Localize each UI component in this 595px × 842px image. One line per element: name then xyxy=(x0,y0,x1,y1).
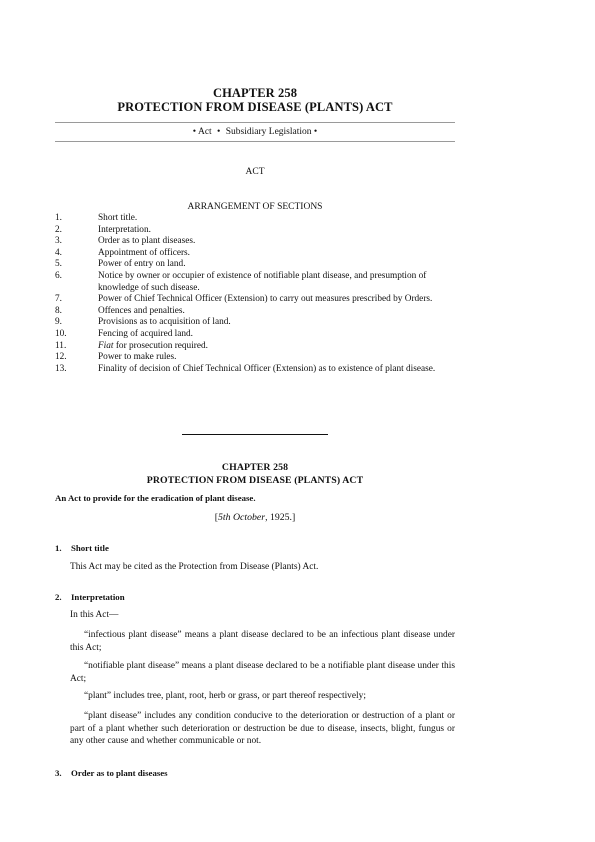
section-1-text: This Act may be cited as the Protection from Disease (Plants) Act. xyxy=(70,562,319,572)
section-title: Short title xyxy=(71,543,109,553)
toc-item-link[interactable] xyxy=(98,259,186,269)
toc-item-text: Notice by owner or occupier of existence of notifiable plant disease, and presumption of knowledge of such disease. xyxy=(98,270,427,293)
section-3-heading xyxy=(55,768,168,778)
toc-item-number: 6. xyxy=(55,270,62,281)
toc-item-link[interactable] xyxy=(98,352,177,362)
chapter-number: CHAPTER 258 xyxy=(212,86,298,100)
toc-item-text: Offences and penalties. xyxy=(98,305,185,316)
toc-item xyxy=(55,294,455,306)
toc-item-text: for prosecution required. xyxy=(113,340,208,351)
toc-item-link[interactable] xyxy=(98,341,208,351)
toc-item xyxy=(55,213,455,225)
toc-item-title xyxy=(98,225,453,237)
toc-item-title xyxy=(98,306,453,318)
toc-item-text: Power of Chief Technical Officer (Extension) to carry out measures prescribed by Orders. xyxy=(98,294,433,305)
top-divider xyxy=(55,122,455,123)
toc-item-number: 3. xyxy=(55,236,62,247)
toc-item-italic: Fiat xyxy=(98,340,114,351)
toc-item-number: 7. xyxy=(55,294,62,305)
toc-item-number: 12. xyxy=(55,352,67,363)
toc-item-number: 8. xyxy=(55,305,62,316)
section-2-heading xyxy=(55,592,125,602)
toc-item-text: Power to make rules. xyxy=(98,352,177,363)
toc-item-number: 5. xyxy=(55,259,62,270)
toc-item-text: Interpretation. xyxy=(98,224,151,235)
toc-item xyxy=(55,317,455,329)
toc-item-link[interactable] xyxy=(98,364,435,374)
toc-item-title xyxy=(98,213,453,225)
definition-text: “plant” includes tree, plant, root, herb or grass, or part thereof respectively; xyxy=(84,691,366,701)
date-year: , 1925.] xyxy=(265,512,296,523)
toc-item-title xyxy=(98,259,453,271)
toc-item-title xyxy=(98,271,453,294)
section-title: Order as to plant diseases xyxy=(71,768,168,778)
document-nav xyxy=(0,127,510,137)
toc-item xyxy=(55,225,455,237)
nav-bullet: • xyxy=(192,127,197,137)
toc-item-text: Order as to plant diseases. xyxy=(98,236,196,247)
toc-item-text: Fencing of acquired land. xyxy=(98,328,194,339)
toc-item xyxy=(55,248,455,260)
section-1-heading xyxy=(55,543,109,553)
toc-item-number: 11. xyxy=(55,340,67,351)
toc-item-title xyxy=(98,352,453,364)
toc-item-text: Short title. xyxy=(98,213,138,223)
toc-item-number: 4. xyxy=(55,247,62,258)
toc-item-link[interactable] xyxy=(98,294,432,304)
toc-item-text: Provisions as to acquisition of land. xyxy=(98,317,231,328)
toc-item xyxy=(55,236,455,248)
arrangement-heading: ARRANGEMENT OF SECTIONS xyxy=(187,202,323,212)
definition-text: “plant disease” includes any condition conducive to the deterioration or destruction of a plant or part of a plant whether such deterioration or destruction be due to disease, insects, blight, fungus or any other cause and whether communicable or not. xyxy=(70,711,455,747)
toc-item xyxy=(55,271,455,294)
definition-infectious-plant-disease xyxy=(70,629,455,654)
toc-item-link[interactable] xyxy=(98,225,151,235)
act-heading: ACT xyxy=(245,167,265,177)
toc-item-number: 2. xyxy=(55,224,62,235)
section-number: 2. xyxy=(55,592,62,602)
toc-item-number: 1. xyxy=(55,213,62,223)
date-bracket: [ xyxy=(214,512,218,523)
toc-item-link[interactable] xyxy=(98,329,193,339)
definition-plant-disease xyxy=(70,710,455,748)
toc-item-link[interactable] xyxy=(98,271,426,293)
commencement-date xyxy=(0,512,510,523)
section-2-intro: In this Act— xyxy=(70,610,119,620)
toc-item-title xyxy=(98,317,453,329)
toc-item xyxy=(55,352,455,364)
date-value: 5th October xyxy=(217,512,266,523)
section-title: Interpretation xyxy=(71,592,125,602)
definition-plant xyxy=(70,690,455,703)
nav-bullet: • xyxy=(313,127,318,137)
toc-item-link[interactable] xyxy=(98,317,231,327)
toc-item-title xyxy=(98,341,453,353)
toc-item xyxy=(55,364,455,376)
toc-item-text: Appointment of officers. xyxy=(98,247,191,258)
long-title: An Act to provide for the eradication of plant disease. xyxy=(55,493,256,503)
definition-text: “notifiable plant disease” means a plant disease declared to be a notifiable plant disease under this Act; xyxy=(70,661,455,684)
toc-item-title xyxy=(98,329,453,341)
toc-item-text: Finality of decision of Chief Technical Officer (Extension) as to existence of plant disease. xyxy=(98,363,436,374)
act-title: PROTECTION FROM DISEASE (PLANTS) ACT xyxy=(117,100,393,114)
nav-bullet: • xyxy=(217,127,221,137)
definition-text: “infectious plant disease” means a plant disease declared to be an infectious plant disease under this Act; xyxy=(70,630,455,653)
toc-item xyxy=(55,259,455,271)
toc-item xyxy=(55,329,455,341)
toc-item-number: 13. xyxy=(55,363,67,374)
toc-item-link[interactable] xyxy=(98,248,190,258)
toc-item-link[interactable] xyxy=(98,213,137,223)
nav-subsidiary-legislation-link[interactable]: Subsidiary Legislation xyxy=(225,127,312,137)
section-divider xyxy=(182,434,328,435)
toc-item-number: 9. xyxy=(55,317,62,328)
toc-item-text: Power of entry on land. xyxy=(98,259,186,270)
arrangement-of-sections-list xyxy=(55,213,455,375)
toc-item-title xyxy=(98,364,453,376)
section-number: 3. xyxy=(55,768,62,778)
toc-item-title xyxy=(98,248,453,260)
section-number: 1. xyxy=(55,543,62,553)
toc-item-title xyxy=(98,294,453,306)
toc-item-link[interactable] xyxy=(98,306,185,316)
toc-item xyxy=(55,341,455,353)
toc-item xyxy=(55,306,455,318)
nav-act-link[interactable]: Act xyxy=(197,127,212,137)
toc-item-title xyxy=(98,236,453,248)
body-act-title: PROTECTION FROM DISEASE (PLANTS) ACT xyxy=(146,475,364,486)
nav-divider xyxy=(55,141,455,142)
body-chapter-number: CHAPTER 258 xyxy=(221,462,289,473)
definition-notifiable-plant-disease xyxy=(70,660,455,685)
toc-item-number: 10. xyxy=(55,328,67,339)
toc-item-link[interactable] xyxy=(98,236,195,246)
